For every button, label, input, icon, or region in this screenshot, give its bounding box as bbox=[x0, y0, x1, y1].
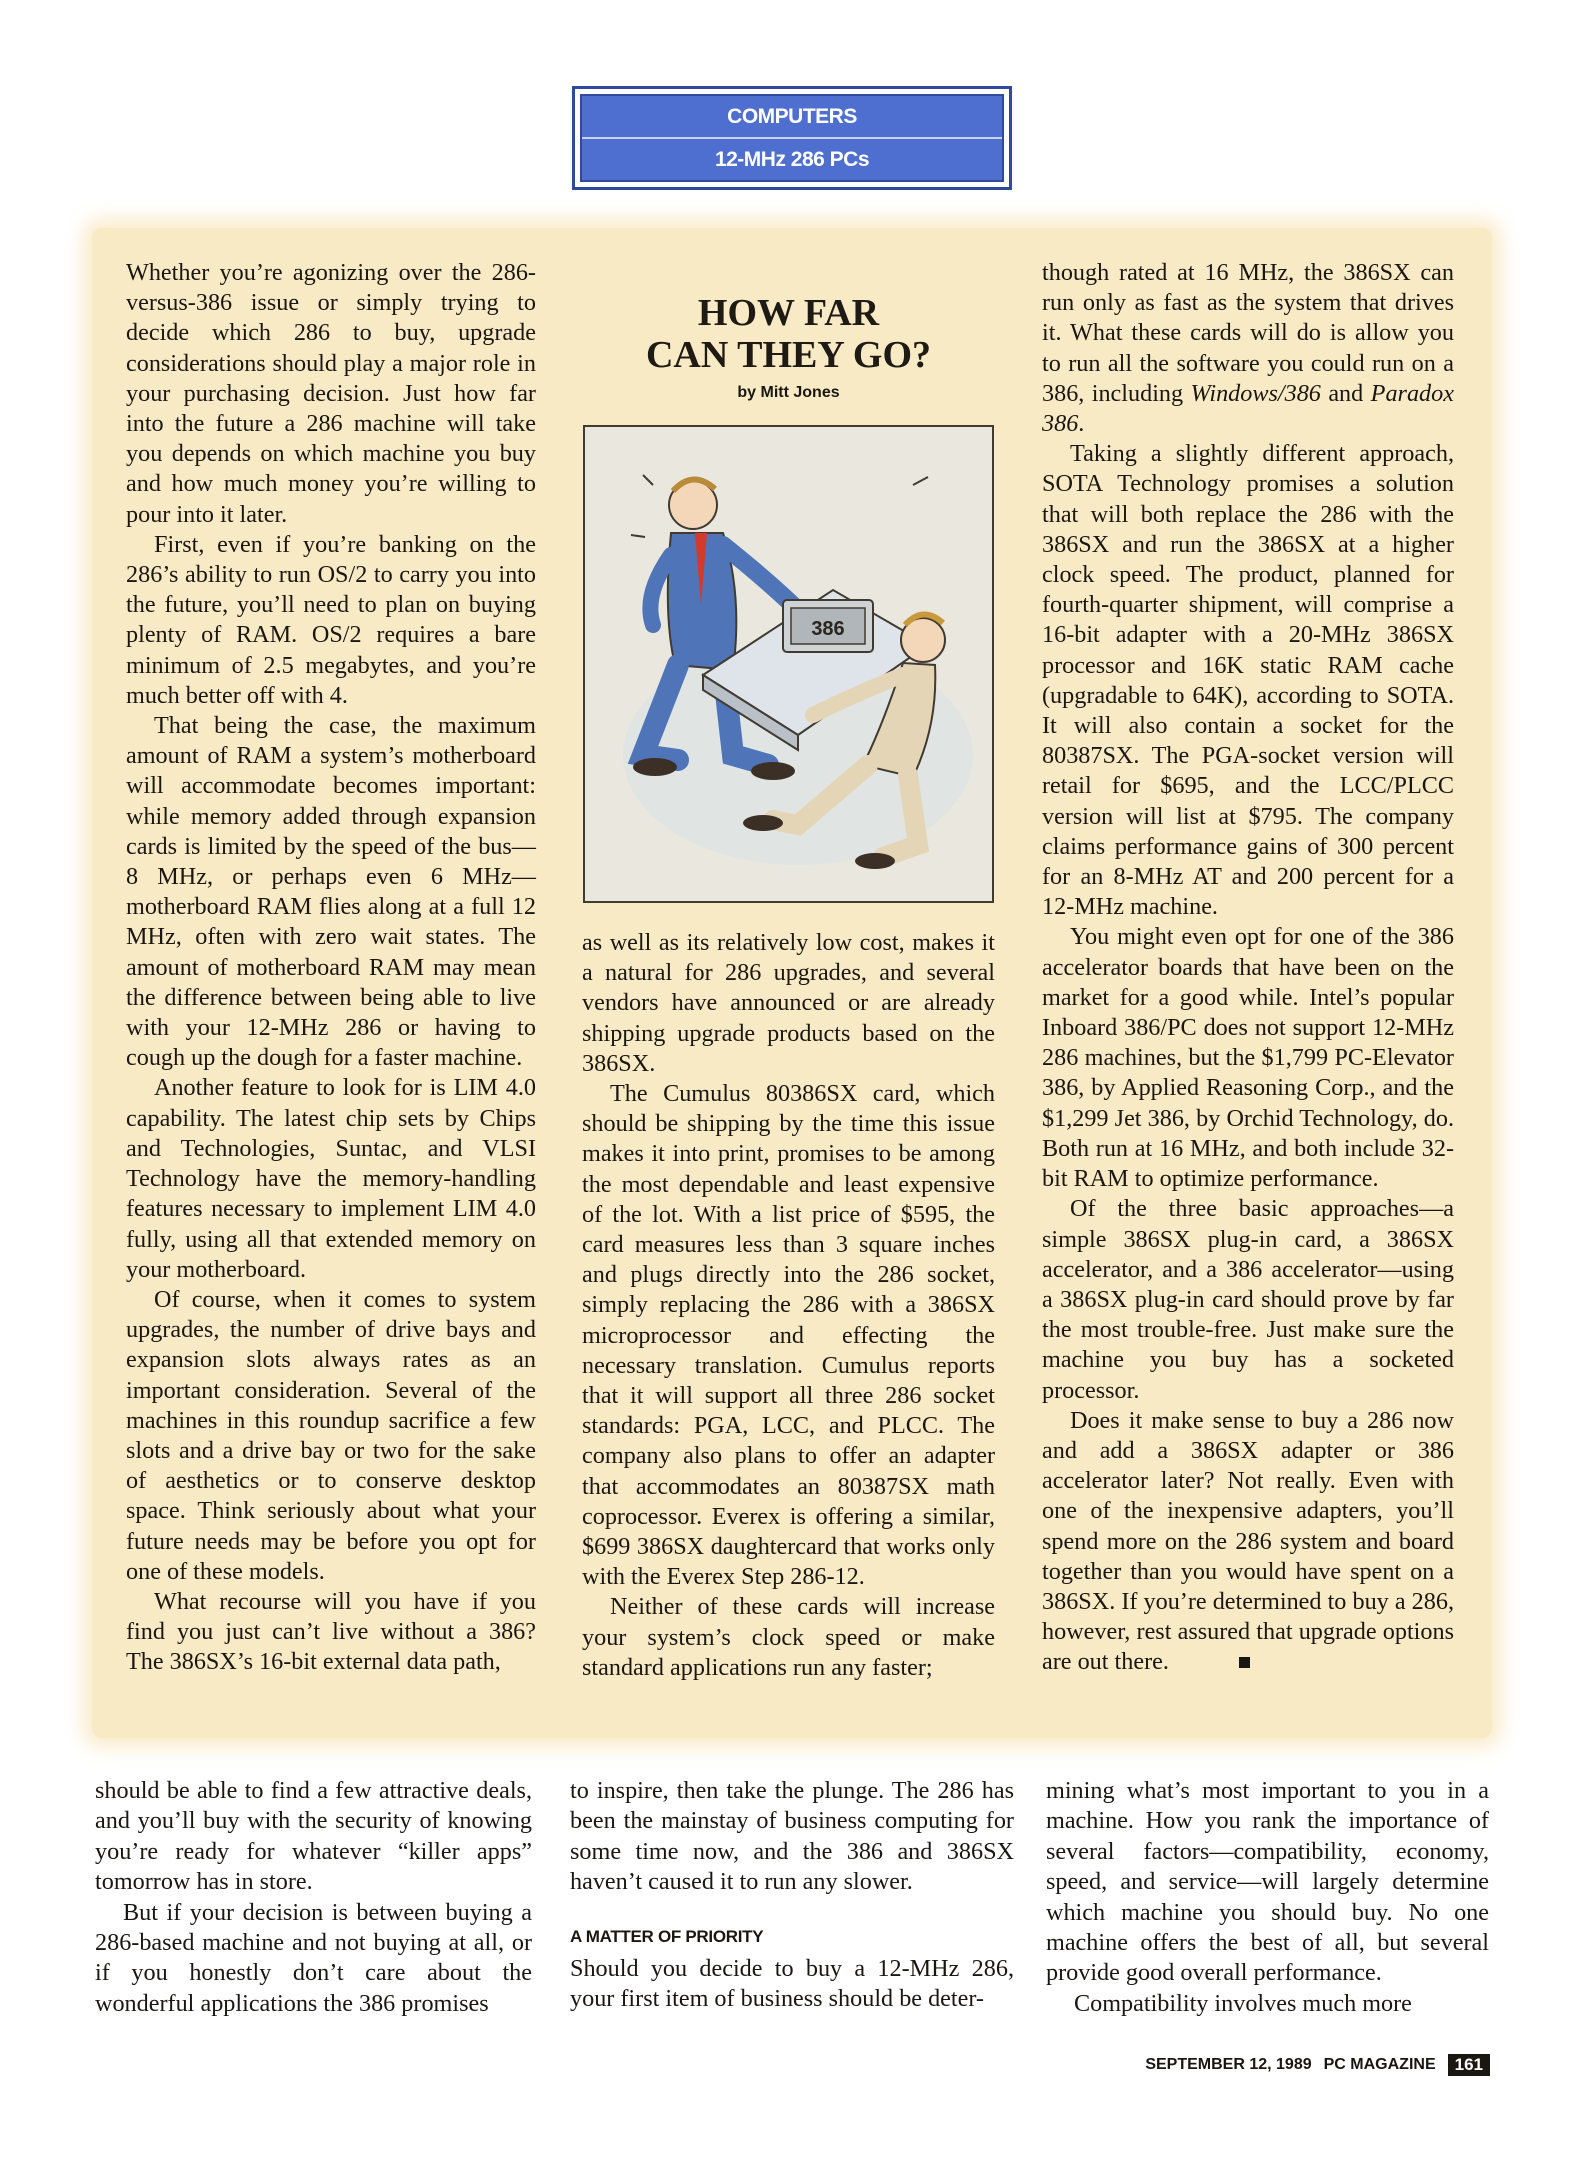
paragraph: Of course, when it comes to system upgrades, the number of drive bays and expansion slots always rates as an important consideration. Several of the machines in this roundup sacrifice a few slots and a drive bay or two for the sake of aesthetics or to conserve desktop space. Think seriously about what your future needs may be before you opt for one of these models. bbox=[126, 1285, 536, 1585]
paragraph: You might even opt for one of the 386 accelerator boards that have been on the market for a good while. Intel’s popular Inboard 386/PC does not support 12-MHz 286 machines, but the $1,799 PC-Elevator 386, by Applied Reasoning Corp., and the $1,299 Jet 386, by Orchid Technology, do. Both run at 16 MHz, and both include 32-bit RAM to optimize performance. bbox=[1042, 923, 1454, 1193]
text-run: though rated at 16 MHz, the 386SX can run only as fast as the system that drives it. What these cards will do is allow you to run all the software you could run on a 386, including bbox=[1042, 259, 1454, 407]
paragraph: First, even if you’re banking on the 286’s ability to run OS/2 to carry you into the future, you’ll need to plan on buying plenty of RAM. OS/2 requires a bare minimum of 2.5 megabytes, and you’re much better off with 4. bbox=[126, 530, 536, 709]
text-run: . bbox=[1078, 410, 1085, 438]
end-of-story-mark bbox=[1239, 1657, 1250, 1668]
paragraph: Neither of these cards will increase your system’s clock speed or make standard applications run any faster; bbox=[582, 1593, 995, 1681]
paragraph bbox=[1042, 258, 1454, 439]
headline-line: CAN THEY GO? bbox=[645, 334, 932, 376]
software-title: Windows/386 bbox=[1190, 379, 1321, 407]
paragraph bbox=[1042, 1406, 1454, 1678]
section-subhead: A MATTER OF PRIORITY bbox=[570, 1926, 764, 1946]
page-footer bbox=[1145, 2054, 1490, 2076]
cartoon-illustration bbox=[583, 425, 994, 903]
article-column-3 bbox=[1046, 1776, 1489, 2019]
text-run: Does it make sense to buy a 286 now and add a 386SX adapter or 386 accelerator later? Not really. Even with one of the inexpensive adapters, you’ll spend more on the 286 system and board together than you would have spent on a 386SX. If you’re determined to buy a 286, however, rest assured that upgrade options are out there. bbox=[1042, 1406, 1454, 1676]
sidebar-column-3 bbox=[1042, 258, 1454, 1678]
paragraph: That being the case, the maximum amount of RAM a system’s motherboard will accommodate becomes important: while memory added through expansion cards is limited by the speed of the bus—8 MHz, or perhaps even 6 MHz—motherboard RAM flies along at a full 12 MHz, often with zero wait states. The amount of motherboard RAM may mean the difference between being able to live with your 12-MHz 286 or having to cough up the dough for a faster machine. bbox=[126, 712, 536, 1072]
paragraph: But if your decision is between buying a 286-based machine and not buying at all, or if you honestly don’t care about the wonderful applications the 386 promises bbox=[95, 1898, 532, 2017]
paragraph: as well as its relatively low cost, makes it a natural for 286 upgrades, and several vendors have announced or are already shipping upgrade products based on the 386SX. bbox=[582, 929, 995, 1077]
paragraph: The Cumulus 80386SX card, which should be shipping by the time this issue makes it into print, promises to be among the most dependable and least expensive of the lot. With a list price of $595, the card measures less than 3 square inches and plugs directly into the 286 socket, simply replacing the 286 with a 386SX microprocessor and effecting the necessary translation. Cumulus reports that it will support all three 286 socket standards: PGA, LCC, and PLCC. The company also plans to offer an adapter that accommodates an 80387SX math coprocessor. Everex is offering a similar, $699 386SX daughtercard that works only with the Everex Step 286-12. bbox=[582, 1080, 995, 1591]
paragraph: mining what’s most important to you in a machine. How you rank the importance of several factors—compatibility, economy, speed, and service—will largely determine which machine you should buy. No one machine offers the best of all, but several provide good overall performance. bbox=[1046, 1777, 1489, 1987]
paragraph: Compatibility involves much more bbox=[1074, 1989, 1412, 2017]
chip-label: 386 bbox=[811, 618, 845, 640]
sidebar-column-1 bbox=[126, 258, 536, 1678]
paragraph: to inspire, then take the plunge. The 286 has been the mainstay of business computing for some time now, and the 386 and 386SX haven’t caused it to run any slower. bbox=[570, 1777, 1014, 1896]
topic-label: 12-MHz 286 PCs bbox=[582, 137, 1002, 180]
article-column-2 bbox=[570, 1776, 1014, 2015]
section-label: COMPUTERS bbox=[582, 96, 1002, 137]
paragraph: Should you decide to buy a 12-MHz 286, your first item of business should be deter- bbox=[570, 1955, 1014, 2013]
sidebar-headline bbox=[582, 292, 995, 376]
page-number: 161 bbox=[1448, 2054, 1490, 2076]
section-header bbox=[572, 86, 1012, 190]
paragraph: should be able to find a few attractive deals, and you’ll buy with the security of knowing you’re ready for whatever “killer apps” tomorrow has in store. bbox=[95, 1777, 532, 1896]
paragraph: What recourse will you have if you find you just can’t live without a 386? The 386SX’s 16-bit external data path, bbox=[126, 1587, 536, 1676]
magazine-name: PC MAGAZINE bbox=[1323, 2056, 1436, 2073]
cartoon-drawing bbox=[583, 425, 994, 903]
headline-line: HOW FAR bbox=[697, 292, 880, 334]
paragraph: Of the three basic approaches—a simple 386SX plug-in card, a 386SX accelerator, and a 386 accelerator—using a 386SX plug-in card should prove by far the most trouble-free. Just make sure the machine you buy has a socketed processor. bbox=[1042, 1195, 1454, 1404]
byline: by Mitt Jones bbox=[737, 384, 840, 401]
software-title: Paradox 386 bbox=[1042, 379, 1454, 438]
sidebar-column-2 bbox=[582, 928, 995, 1683]
paragraph: Taking a slightly different approach, SOTA Technology promises a solution that will both replace the 286 with the 386SX and run the 386SX at a higher clock speed. The product, planned for fourth-quarter shipment, will comprise a 16-bit adapter with a 20-MHz 386SX processor and 16K static RAM cache (upgradable to 64K), according to SOTA. It will also contain a socket for the 80387SX. The PGA-socket version will retail for $695, and the LCC/PLCC version will list at $795. The company claims performance gains of 300 percent for an 8-MHz AT and 200 percent for a 12-MHz machine. bbox=[1042, 440, 1454, 921]
paragraph: Whether you’re agonizing over the 286-versus-386 issue or simply trying to decide which 286 to buy, upgrade considerations should play a major role in your purchasing decision. Just how far into the future a 286 machine will take you depends on which machine you buy and how much money you’re willing to pour into it later. bbox=[126, 259, 536, 528]
article-column-1 bbox=[95, 1776, 532, 2019]
text-run: and bbox=[1320, 379, 1371, 407]
paragraph: Another feature to look for is LIM 4.0 capability. The latest chip sets by Chips and Technologies, Suntac, and VLSI Technology have the memory-handling features necessary to implement LIM 4.0 fully, using all that extended memory on your motherboard. bbox=[126, 1074, 536, 1283]
issue-date: SEPTEMBER 12, 1989 bbox=[1145, 2056, 1312, 2073]
